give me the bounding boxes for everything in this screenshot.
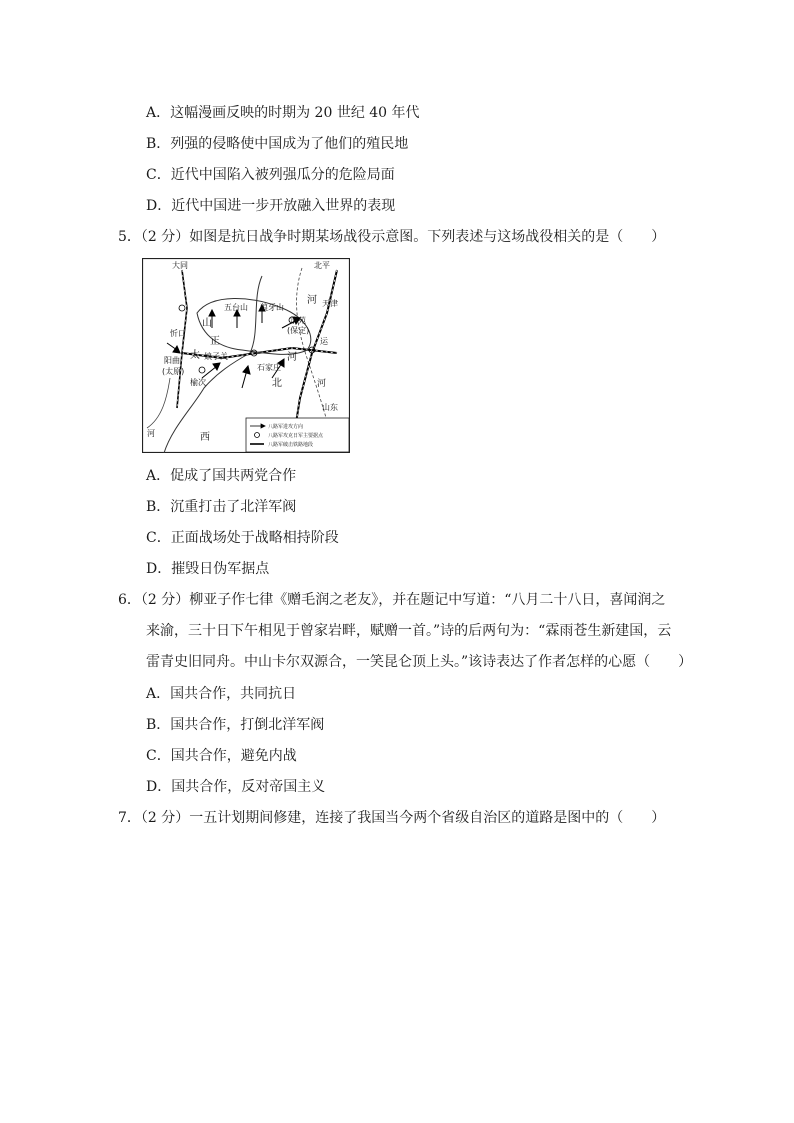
- map-label-yun: 运: [320, 337, 328, 346]
- q5-option-a: A．促成了国共两党合作: [146, 468, 297, 484]
- q6-stem-line-2: 来渝，三十日下午相见于曾家岩畔，赋赠一首。”诗的后两句为：“霖雨苍生新建国，云: [146, 623, 672, 639]
- legend-railway-sabotage: 八路军破击铁路地段: [268, 442, 314, 448]
- q4-option-c: C．近代中国陷入被列强瓜分的危险局面: [146, 167, 395, 183]
- campaign-map: [142, 258, 350, 453]
- map-label-he-top: 河: [307, 295, 317, 306]
- map-label-zheng: 正: [210, 336, 220, 347]
- q6-option-b: B．国共合作，打倒北洋军阀: [146, 717, 325, 733]
- map-label-wutaishan: 五台山: [224, 303, 248, 312]
- q6-stem-line-3: 雷青史旧同舟。中山卡尔双源合，一笑昆仑顶上头。”该诗表达了作者怎样的心愿（ ）: [146, 654, 693, 670]
- map-label-langyashan: 狼牙山: [260, 303, 284, 312]
- map-label-xi: 西: [200, 432, 210, 443]
- map-label-bei: 北: [272, 378, 282, 389]
- q5-option-c: C．正面战场处于战略相持阶段: [146, 530, 339, 546]
- map-label-he-mid: 河: [287, 352, 297, 363]
- map-label-he-left: 河: [147, 429, 155, 438]
- map-label-he-right: 河: [317, 379, 327, 389]
- map-label-shijiazhuang: 石家庄: [257, 363, 281, 372]
- map-label-yangqu: 阳曲: [164, 356, 180, 365]
- q5-stem: 5．（2 分）如图是抗日战争时期某场战役示意图。下列表述与这场战役相关的是（ ）: [118, 229, 666, 245]
- map-label-baoding: (保定): [287, 326, 310, 335]
- q6-option-a: A．国共合作，共同抗日: [146, 686, 297, 702]
- legend-attack-direction: 八路军进攻方向: [268, 424, 304, 430]
- map-label-taiyuan: (太原): [162, 367, 185, 376]
- q4-option-a: A．这幅漫画反映的时期为 20 世纪 40 年代: [146, 105, 420, 121]
- q4-option-b: B．列强的侵略使中国成为了他们的殖民地: [146, 136, 409, 152]
- map-label-tai: 太: [190, 350, 200, 361]
- legend-captured-stronghold: 八路军攻克日军主要据点: [268, 433, 324, 439]
- q6-option-c: C．国共合作，避免内战: [146, 748, 297, 764]
- map-label-beiping: 北平: [314, 261, 330, 270]
- map-label-shandong: 山东: [322, 403, 338, 412]
- map-label-datong: 大同: [172, 261, 188, 270]
- map-label-tianjin: 天津: [322, 299, 338, 308]
- q5-option-d: D．摧毁日伪军据点: [146, 561, 270, 577]
- map-label-xinkou: 忻口: [170, 329, 186, 338]
- q5-option-b: B．沉重打击了北洋军阀: [146, 499, 297, 515]
- map-label-niangzi: 娘子关: [204, 352, 228, 361]
- q4-option-d: D．近代中国进一步开放融入世界的表现: [146, 198, 396, 214]
- map-label-yuci: 榆次: [190, 378, 206, 387]
- q6-option-d: D．国共合作，反对帝国主义: [146, 779, 326, 795]
- q7-stem: 7．（2 分）一五计划期间修建，连接了我国当今两个省级自治区的道路是图中的（ ）: [118, 810, 666, 826]
- map-label-shan: 山: [202, 318, 212, 329]
- map-label-qingyuan: 清苑: [290, 316, 306, 325]
- q6-stem-line-1: 6．（2 分）柳亚子作七律《赠毛润之老友》，并在题记中写道：“八月二十八日，喜闻润之: [118, 592, 666, 608]
